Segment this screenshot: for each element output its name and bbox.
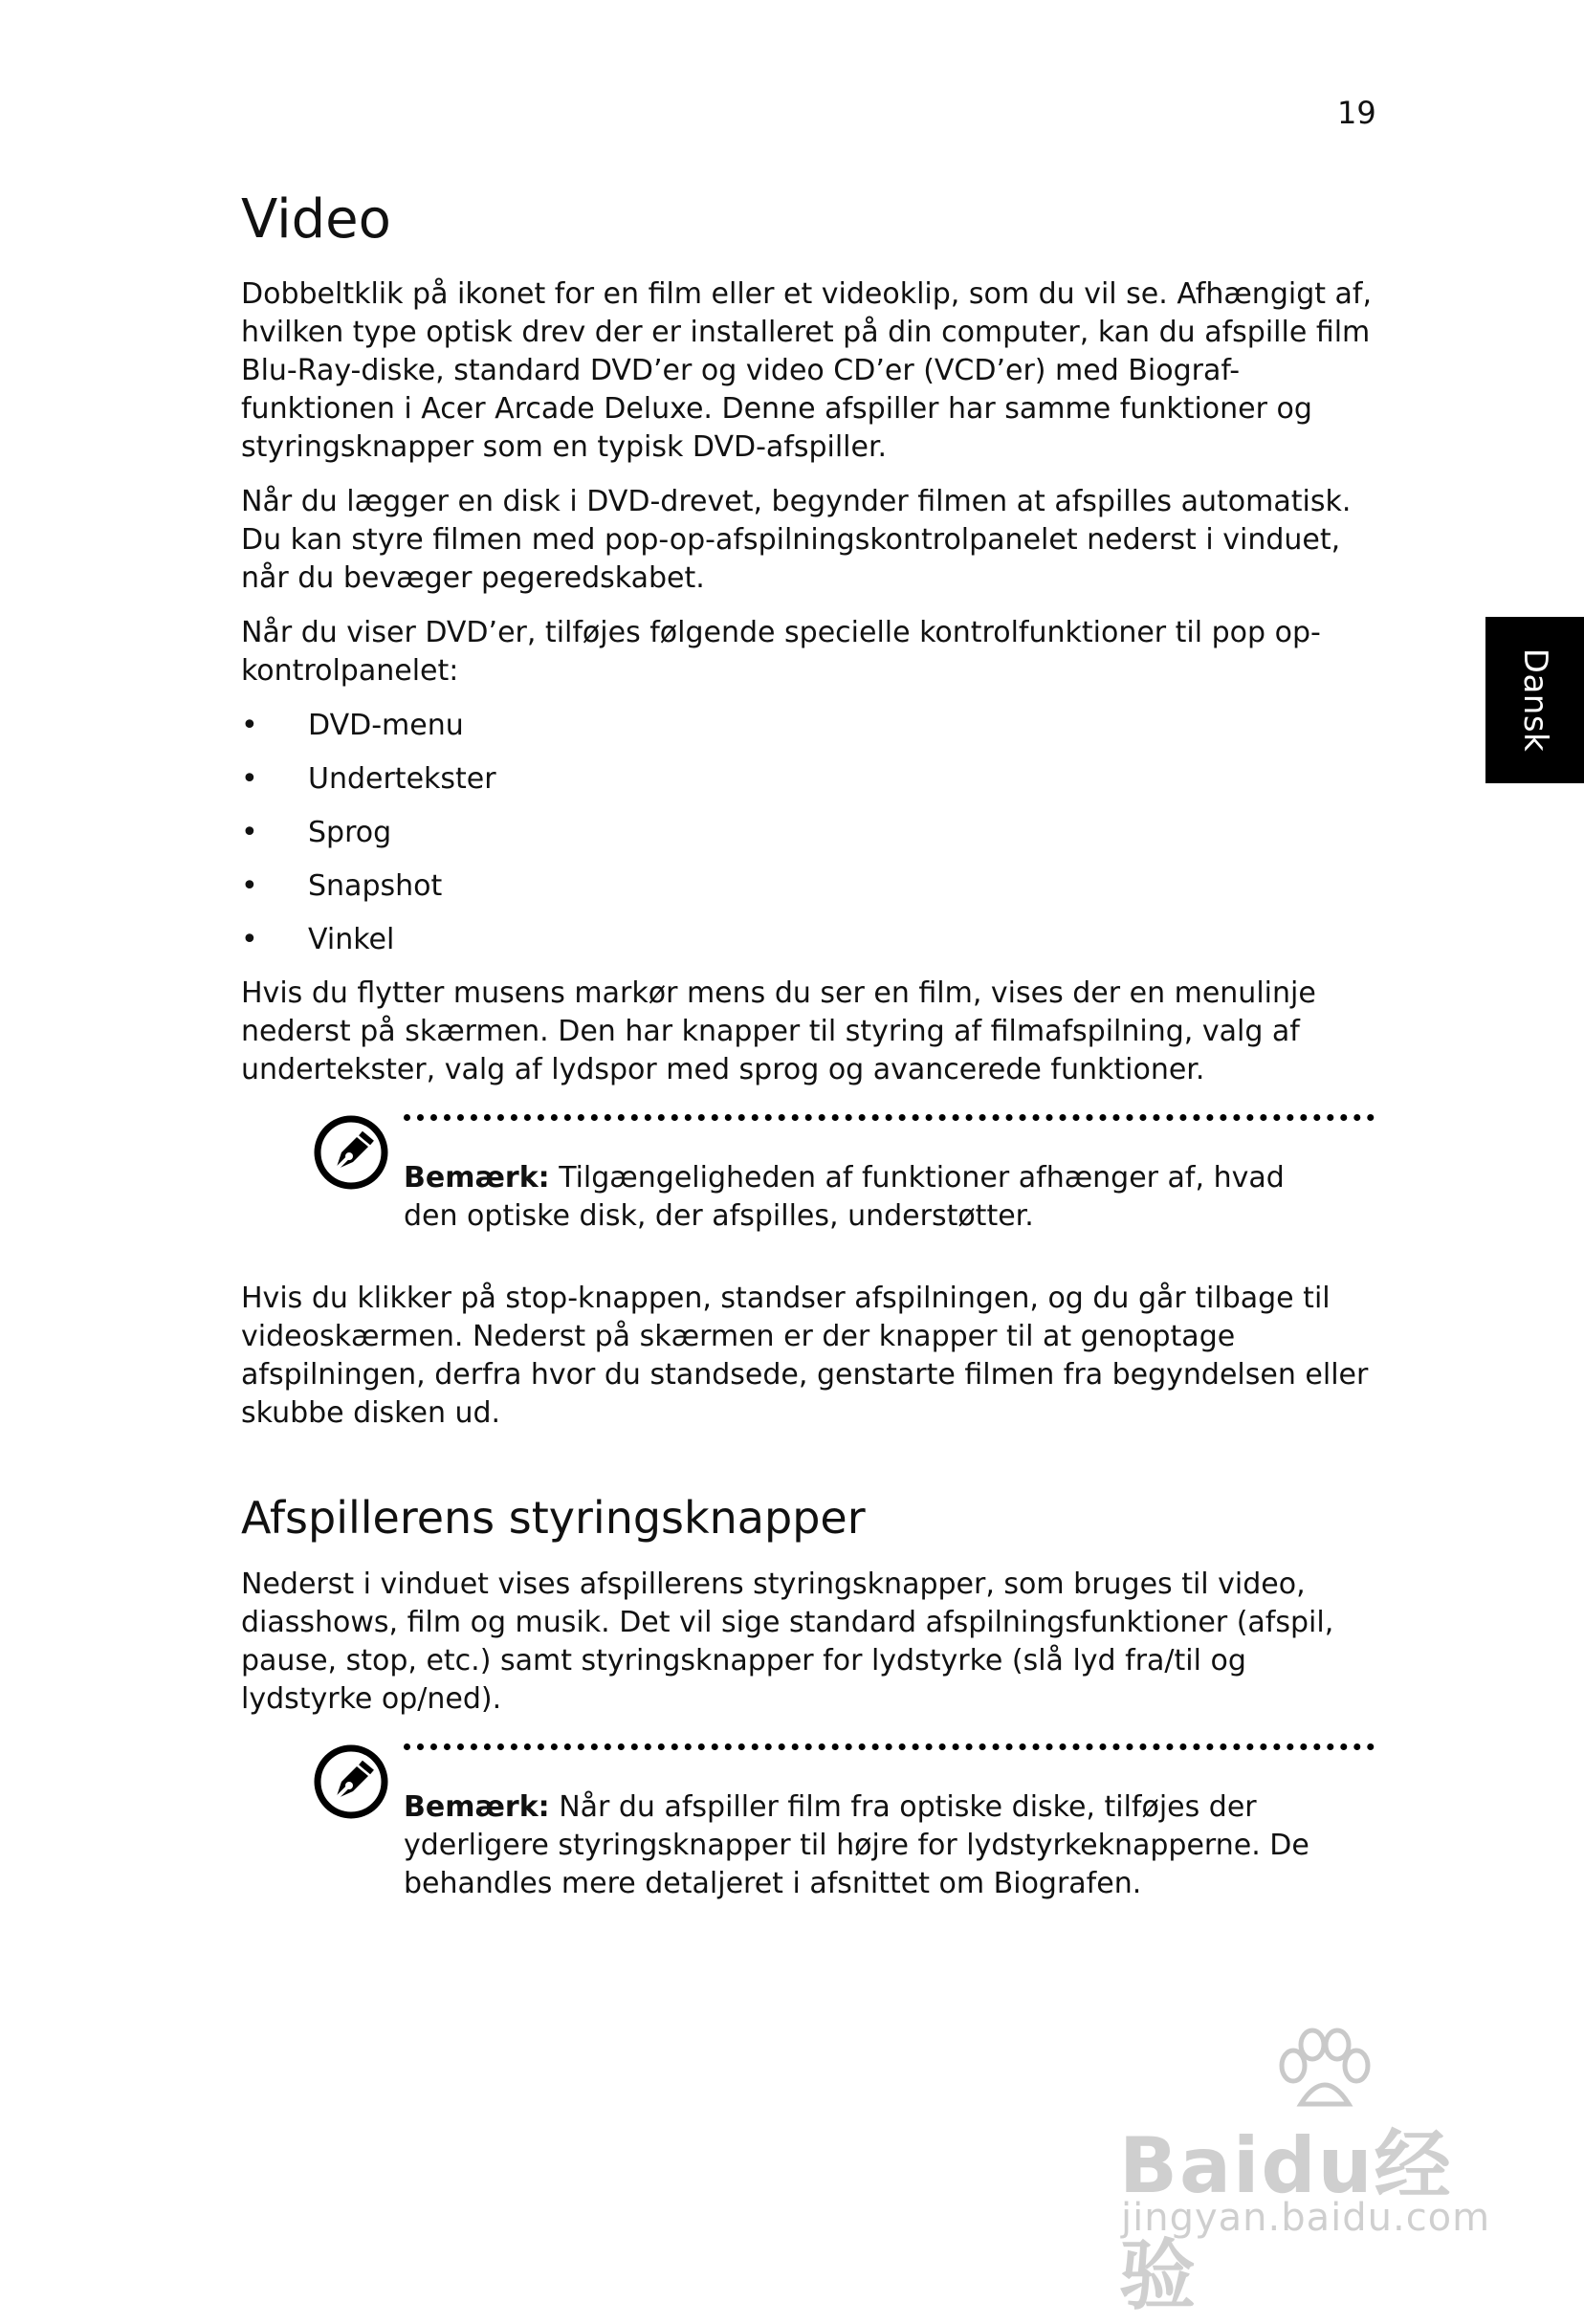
section-title-video: Video xyxy=(241,188,391,251)
bullet-icon: • xyxy=(241,762,258,796)
list-item xyxy=(241,760,1379,799)
list-item-label: DVD-menu xyxy=(308,709,464,742)
paragraph: Når du lægger en disk i DVD-drevet, begynder filmen at afspilles automatisk. Du kan styre filmen med pop-op-afspilningskontrolpanelet nederst i vinduet, når du bevæger pegeredskabet. xyxy=(241,485,1352,595)
dvd-features-list xyxy=(241,707,1379,959)
paragraph: Nederst i vinduet vises afspillerens styringsknapper, som bruges til video, diasshows, film og musik. Det vil sige standard afspilningsfunktioner (afspil, pause, stop, etc.) samt styringsknapper for lydstyrke (slå lyd fra/til og lydstyrke op/ned). xyxy=(241,1568,1334,1716)
note-divider xyxy=(404,1743,1375,1750)
note-text xyxy=(404,1788,1341,1903)
note-box xyxy=(313,1743,1375,1903)
section-title-player-controls: Afspillerens styringsknapper xyxy=(241,1492,866,1544)
bullet-icon: • xyxy=(241,709,258,742)
list-item xyxy=(241,867,1379,906)
bullet-icon: • xyxy=(241,923,258,956)
bullet-icon: • xyxy=(241,869,258,903)
note-pen-icon xyxy=(313,1743,389,1820)
language-tab-label: Dansk xyxy=(1515,647,1554,753)
note-box xyxy=(313,1114,1375,1236)
paragraph: Dobbeltklik på ikonet for en film eller et videoklip, som du vil se. Afhængigt af, hvilken type optisk drev der er installeret på din computer, kan du afspille film Blu-Ray-diske, standard DVD’er og video CD’er (VCD’er) med Biograf-funktionen i Acer Arcade Deluxe. Denne afspiller har samme funktioner og styringsknapper som en typisk DVD-afspiller. xyxy=(241,277,1373,464)
baidu-paw-logo-icon xyxy=(1272,2028,1377,2114)
note-label: Bemærk: xyxy=(404,1161,550,1195)
watermark-url: jingyan.baidu.com xyxy=(1121,2196,1491,2240)
list-item-label: Vinkel xyxy=(308,923,395,956)
note-body: Når du afspiller film fra optiske diske, tilføjes der yderligere styringsknapper til højre for lydstyrkeknapperne. De behandles mere detaljeret i afsnittet om Biografen. xyxy=(404,1790,1309,1900)
paragraph: Hvis du flytter musens markør mens du ser en film, vises der en menulinje nederst på skærmen. Den har knapper til styring af filmafspilning, valg af undertekster, valg af lydspor med sprog og avancerede funktioner. xyxy=(241,976,1316,1086)
page-content xyxy=(241,182,1379,1947)
list-item-label: Sprog xyxy=(308,816,392,849)
list-item-label: Undertekster xyxy=(308,762,496,796)
note-label: Bemærk: xyxy=(404,1790,550,1824)
paragraph: Hvis du klikker på stop-knappen, standser afspilningen, og du går tilbage til videoskærmen. Nederst på skærmen er der knapper til at genoptage afspilningen, derfra hvor du standsede, genstarte filmen fra begyndelsen eller skubbe disken ud. xyxy=(241,1282,1369,1430)
list-item xyxy=(241,921,1379,959)
paragraph: Når du viser DVD’er, tilføjes følgende specielle kontrolfunktioner til pop op-kontrolpanelet: xyxy=(241,616,1321,688)
watermark xyxy=(1119,2028,1502,2320)
bullet-icon: • xyxy=(241,816,258,849)
language-tab xyxy=(1485,617,1584,783)
page-number: 19 xyxy=(1337,95,1376,131)
note-body: Tilgængeligheden af funktioner afhænger af, hvad den optiske disk, der afspilles, understøtter. xyxy=(404,1161,1285,1233)
list-item xyxy=(241,707,1379,745)
list-item-label: Snapshot xyxy=(308,869,443,903)
list-item xyxy=(241,814,1379,852)
note-text xyxy=(404,1159,1341,1236)
note-divider xyxy=(404,1114,1375,1121)
watermark-brand: Baidu经验 xyxy=(1119,2121,1453,2320)
note-pen-icon xyxy=(313,1114,389,1191)
